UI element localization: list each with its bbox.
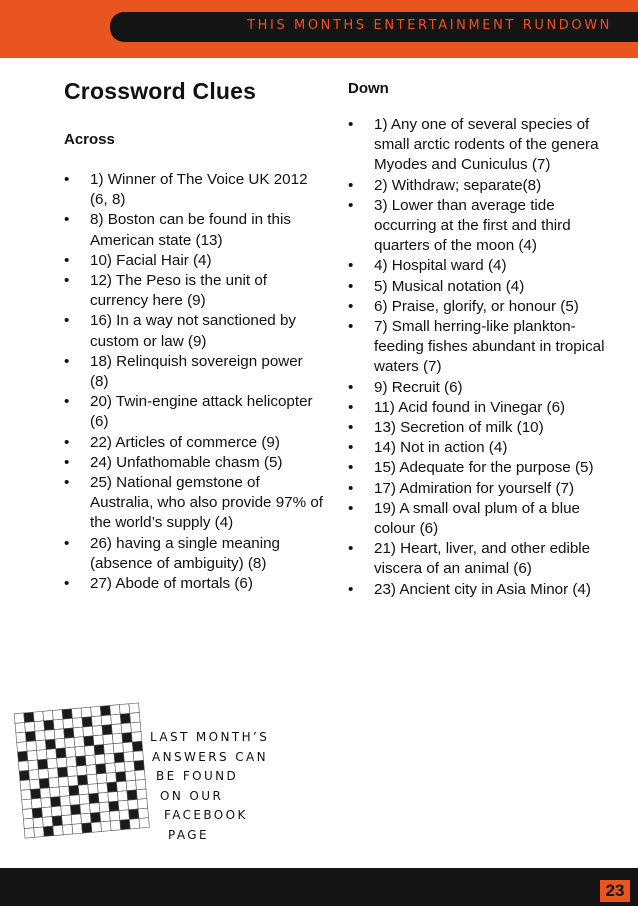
page-title: Crossword Clues (64, 78, 257, 104)
note-line: ANSWERS CAN (152, 749, 268, 764)
clue-item: • 15) Adequate for the purpose (5) (348, 458, 610, 478)
header-bar (110, 12, 638, 42)
note-line: ON OUR (160, 788, 224, 803)
clue-item: • 1) Winner of The Voice UK 2012 (6, 8) (64, 170, 324, 210)
across-heading: Across (64, 131, 115, 148)
crossword-grid (12, 700, 163, 842)
down-heading: Down (348, 80, 389, 97)
header-banner (0, 0, 638, 58)
clue-item: • 17) Admiration for yourself (7) (348, 479, 610, 499)
clue-item: • 6) Praise, glorify, or honour (5) (348, 297, 610, 317)
clue-item: • 8) Boston can be found in this American state (13) (64, 210, 324, 250)
clue-item: • 19) A small oval plum of a blue colour (6) (348, 499, 610, 539)
note-line: LAST MONTH’S (150, 730, 270, 744)
clue-item: • 4) Hospital ward (4) (348, 256, 610, 276)
clue-item: • 11) Acid found in Vinegar (6) (348, 398, 610, 418)
clue-item: • 2) Withdraw; separate(8) (348, 176, 610, 196)
right-column (348, 78, 610, 600)
clue-item: • 26) having a single meaning (absence of ambiguity) (8) (64, 534, 324, 574)
clue-item: • 1) Any one of several species of small arctic rodents of the genera Myodes and Cuniculus (7) (348, 115, 610, 176)
crossword-grid-image (12, 700, 163, 847)
clue-item: • 13) Secretion of milk (10) (348, 418, 610, 438)
clue-item: • 10) Facial Hair (4) (64, 251, 324, 271)
note-line: FACEBOOK (164, 808, 248, 823)
footer-bar (0, 868, 638, 906)
left-column (64, 78, 324, 594)
clue-item: • 27) Abode of mortals (6) (64, 574, 324, 594)
clue-item: • 12) The Peso is the unit of currency here (9) (64, 271, 324, 311)
clue-item: • 18) Relinquish sovereign power (8) (64, 352, 324, 392)
clue-item: • 3) Lower than average tide occurring at the first and third quarters of the moon (4) (348, 196, 610, 257)
clue-item: • 21) Heart, liver, and other edible viscera of an animal (6) (348, 539, 610, 579)
clue-item: • 14) Not in action (4) (348, 438, 610, 458)
across-clue-list (64, 170, 324, 594)
clue-item: • 24) Unfathomable chasm (5) (64, 453, 324, 473)
clue-item: • 9) Recruit (6) (348, 378, 610, 398)
note-line: PAGE (168, 827, 209, 842)
clue-item: • 16) In a way not sanctioned by custom or law (9) (64, 311, 324, 351)
note-line: BE FOUND (156, 769, 239, 784)
page-number: 23 (600, 880, 630, 902)
facebook-note (150, 728, 269, 846)
clue-item: • 23) Ancient city in Asia Minor (4) (348, 580, 610, 600)
clue-item: • 5) Musical notation (4) (348, 277, 610, 297)
clue-item: • 25) National gemstone of Australia, who also provide 97% of the world’s supply (4) (64, 473, 324, 534)
down-clue-list (348, 115, 610, 600)
clue-item: • 20) Twin-engine attack helicopter (6) (64, 392, 324, 432)
clue-item: • 22) Articles of commerce (9) (64, 433, 324, 453)
clue-item: • 7) Small herring-like plankton-feeding fishes abundant in tropical waters (7) (348, 317, 610, 378)
header-title: THIS MONTHS ENTERTAINMENT RUNDOWN (247, 18, 612, 33)
